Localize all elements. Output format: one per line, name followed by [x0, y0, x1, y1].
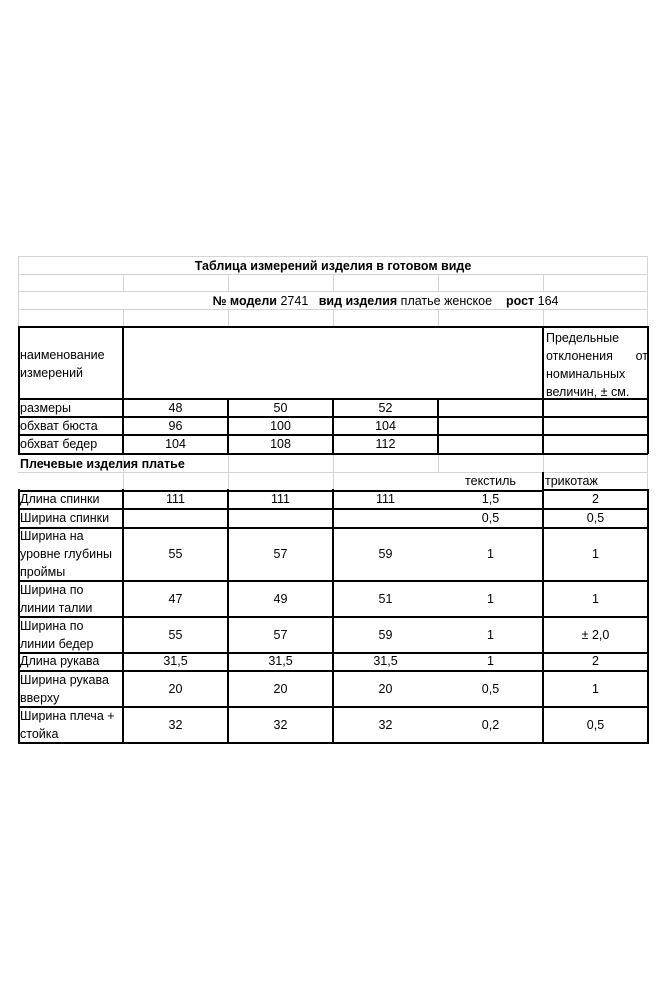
- bust-row-v1: 96: [168, 419, 183, 433]
- row-sleeve-top-width-label-line-1: Ширина рукава: [20, 673, 109, 687]
- table-border: [647, 489, 649, 744]
- row-sleeve-length-v3: 31,5: [373, 654, 398, 668]
- row-sleeve-top-width-knit: 1: [592, 682, 599, 696]
- table-border: [18, 326, 648, 328]
- row-sleeve-top-width-v2: 20: [273, 682, 288, 696]
- grid-line: [123, 309, 124, 326]
- row-waist-width-label-line-2: линии талии: [20, 601, 93, 615]
- row-waist-width-knit: 1: [592, 592, 599, 606]
- grid-line: [647, 454, 648, 490]
- kind-value: платье женское: [400, 294, 493, 308]
- tolerance-word-from: от: [635, 349, 648, 363]
- table-border: [332, 398, 334, 454]
- hips-row-v3: 112: [375, 437, 396, 451]
- row-waist-width-label-line-1: Ширина по: [20, 583, 84, 597]
- row-sleeve-length-v2: 31,5: [268, 654, 293, 668]
- row-back-width-textile: 0,5: [481, 511, 500, 525]
- row-armhole-width-v2: 57: [273, 547, 288, 561]
- tolerance-word-deviations: отклонения: [546, 349, 613, 363]
- row-hips-width-v2: 57: [273, 628, 288, 642]
- row-back-length-v3: 111: [375, 492, 395, 506]
- tolerance-line-2: [546, 347, 648, 365]
- grid-line: [123, 454, 124, 490]
- size-row-v3: 52: [378, 401, 393, 415]
- row-back-length-v2: 111: [270, 492, 290, 506]
- row-back-length-knit: 2: [592, 492, 599, 506]
- table-border: [332, 489, 334, 744]
- row-waist-width-v1: 47: [168, 592, 183, 606]
- grid-line: [228, 274, 229, 291]
- row-sleeve-top-width-v3: 20: [378, 682, 393, 696]
- table-border: [122, 489, 124, 744]
- hips-row-v2: 108: [270, 437, 291, 451]
- hips-row-label: обхват бедер: [20, 437, 98, 451]
- grid-line: [18, 256, 19, 327]
- row-hips-width-label: [20, 617, 94, 653]
- grid-line: [543, 454, 544, 472]
- row-back-length-v1: 111: [165, 492, 185, 506]
- table-border: [542, 326, 544, 454]
- tolerance-line-4: величин, ± см.: [546, 385, 630, 399]
- row-shoulder-width-v3: 32: [378, 718, 393, 732]
- grid-line: [123, 274, 124, 291]
- row-armhole-width-v3: 59: [378, 547, 393, 561]
- table-border: [542, 472, 544, 744]
- grid-line: [18, 256, 648, 257]
- tolerance-textile-header: текстиль: [465, 474, 516, 488]
- row-shoulder-width-knit: 0,5: [586, 718, 605, 732]
- row-sleeve-top-width-v1: 20: [168, 682, 183, 696]
- grid-line: [228, 309, 229, 326]
- table-border: [18, 489, 20, 744]
- row-hips-width-knit: ± 2,0: [581, 628, 610, 642]
- grid-line: [333, 274, 334, 291]
- row-shoulder-width-v2: 32: [273, 718, 288, 732]
- row-armhole-width-label-line-1: Ширина на: [20, 529, 84, 543]
- row-sleeve-length-v1: 31,5: [163, 654, 188, 668]
- table-border: [227, 398, 229, 454]
- row-back-width-knit: 0,5: [586, 511, 605, 525]
- grid-line: [333, 309, 334, 326]
- row-hips-width-label-line-2: линии бедер: [20, 637, 94, 651]
- row-hips-width-v1: 55: [168, 628, 183, 642]
- tolerance-header: [546, 329, 648, 401]
- grid-line: [18, 291, 648, 292]
- row-shoulder-width-label: [20, 707, 115, 743]
- size-row-v1: 48: [168, 401, 183, 415]
- bust-row-v2: 100: [270, 419, 291, 433]
- row-sleeve-length-label: Длина рукава: [20, 654, 100, 668]
- table-border: [543, 489, 648, 491]
- table-border: [18, 326, 20, 454]
- row-sleeve-top-width-label-line-2: вверху: [20, 691, 60, 705]
- grid-line: [228, 454, 229, 490]
- row-shoulder-width-label-line-2: стойка: [20, 727, 59, 741]
- grid-line: [543, 274, 544, 291]
- row-hips-width-v3: 59: [378, 628, 393, 642]
- row-armhole-width-textile: 1: [487, 547, 494, 561]
- size-row-label: размеры: [20, 401, 71, 415]
- row-sleeve-top-width-label: [20, 671, 109, 707]
- table-border: [227, 489, 229, 744]
- measure-name-header: [20, 346, 105, 382]
- row-shoulder-width-v1: 32: [168, 718, 183, 732]
- row-waist-width-v2: 49: [273, 592, 288, 606]
- measure-name-line-2: измерений: [20, 366, 84, 380]
- row-hips-width-label-line-1: Ширина по: [20, 619, 84, 633]
- model-label: № модели: [212, 294, 277, 308]
- row-sleeve-top-width-textile: 0,5: [481, 682, 500, 696]
- row-back-length-label: Длина спинки: [20, 492, 100, 506]
- row-armhole-width-v1: 55: [168, 547, 183, 561]
- row-shoulder-width-textile: 0,2: [481, 718, 500, 732]
- table-border: [122, 326, 124, 454]
- height-label: рост: [505, 294, 535, 308]
- row-waist-width-textile: 1: [487, 592, 494, 606]
- row-shoulder-width-label-line-1: Ширина плеча +: [20, 709, 115, 723]
- kind-label: вид изделия: [318, 294, 398, 308]
- measure-name-line-1: наименование: [20, 348, 105, 362]
- row-waist-width-label: [20, 581, 92, 617]
- height-value: 164: [537, 294, 559, 308]
- section-title: Плечевые изделия платье: [20, 457, 185, 471]
- row-hips-width-textile: 1: [487, 628, 494, 642]
- bust-row-label: обхват бюста: [20, 419, 98, 433]
- row-back-length-textile: 1,5: [481, 492, 500, 506]
- size-row-v2: 50: [273, 401, 288, 415]
- row-armhole-width-label-line-3: проймы: [20, 565, 66, 579]
- table-border: [647, 326, 649, 454]
- table-border: [18, 490, 543, 492]
- grid-line: [333, 454, 334, 490]
- row-back-width-label: Ширина спинки: [20, 511, 110, 525]
- row-waist-width-v3: 51: [378, 592, 393, 606]
- row-sleeve-length-knit: 2: [592, 654, 599, 668]
- grid-line: [438, 274, 439, 291]
- grid-line: [438, 309, 439, 326]
- tolerance-knit-header: трикотаж: [545, 474, 598, 488]
- hips-row-v1: 104: [165, 437, 186, 451]
- model-line: [123, 292, 648, 310]
- grid-line: [543, 309, 544, 326]
- row-sleeve-length-textile: 1: [487, 654, 494, 668]
- tolerance-line-3: номинальных: [546, 367, 626, 381]
- tolerance-line-1: Предельные: [546, 331, 620, 345]
- row-armhole-width-label: [20, 527, 112, 581]
- row-armhole-width-knit: 1: [592, 547, 599, 561]
- table-title: Таблица измерений изделия в готовом виде: [194, 259, 472, 273]
- bust-row-v3: 104: [375, 419, 396, 433]
- grid-line: [438, 454, 439, 472]
- table-border: [437, 398, 439, 454]
- model-value: 2741: [280, 294, 309, 308]
- row-armhole-width-label-line-2: уровне глубины: [20, 547, 112, 561]
- grid-line: [647, 256, 648, 327]
